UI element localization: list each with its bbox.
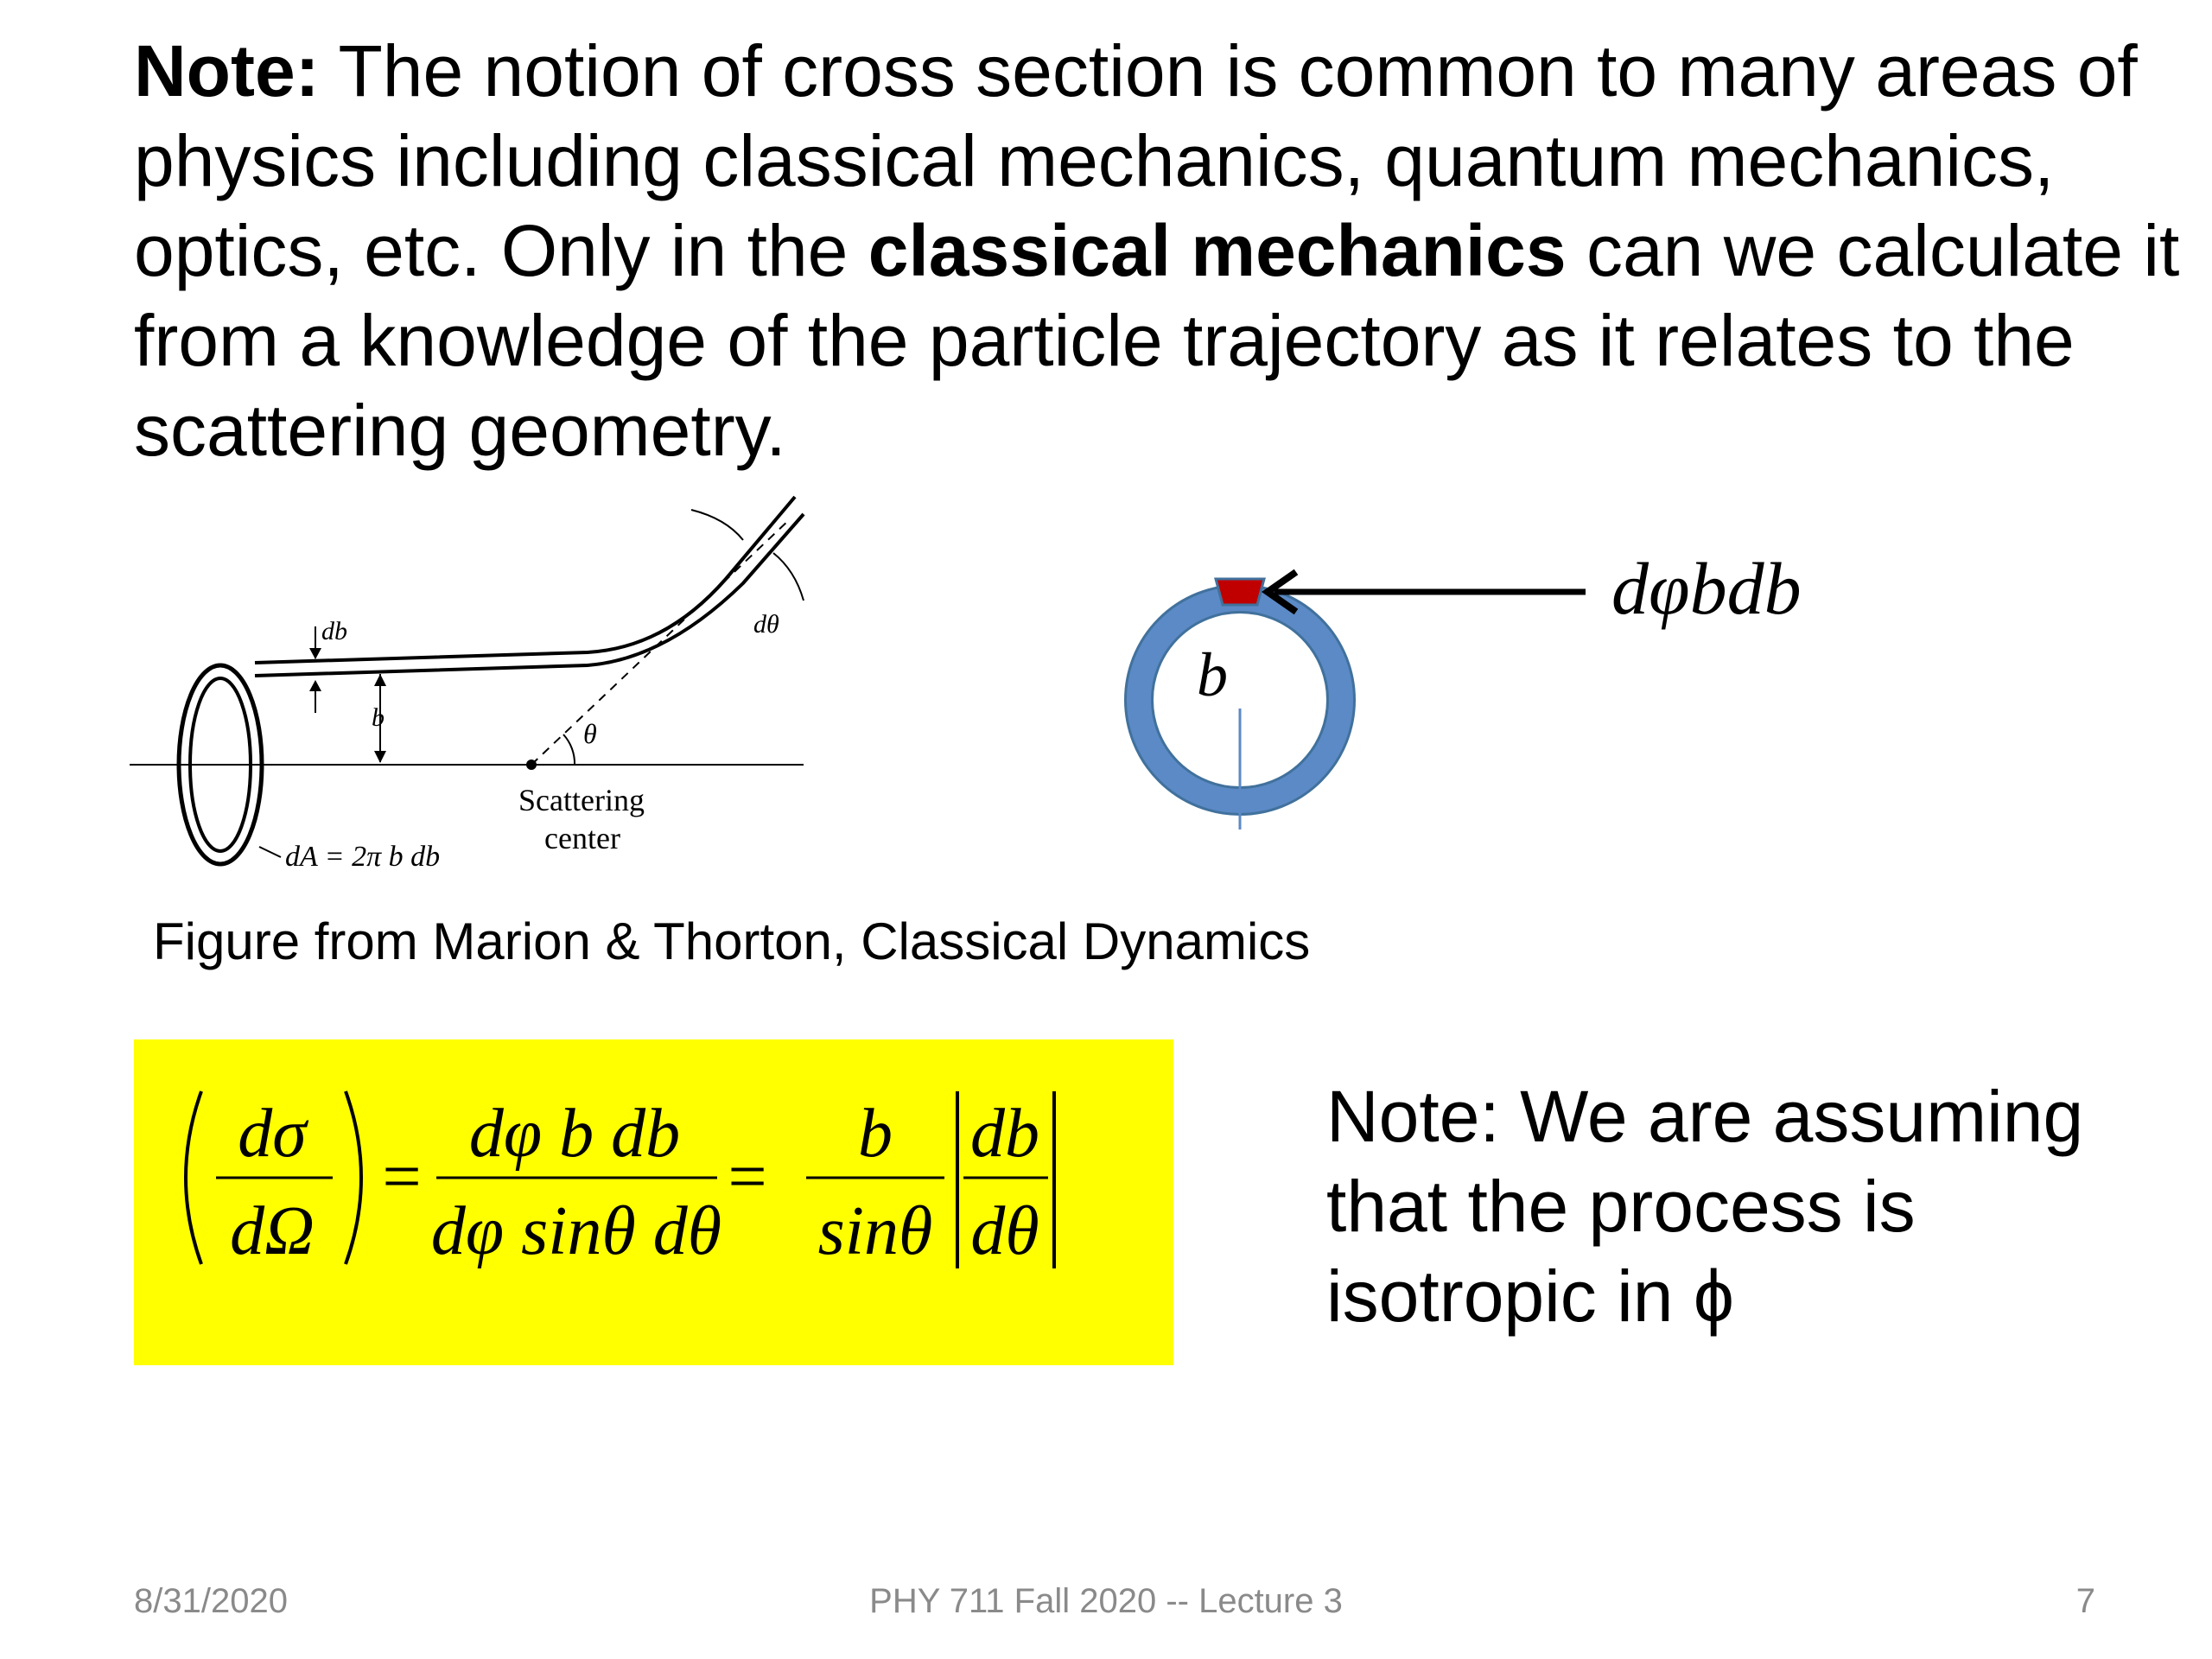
scattering-figure <box>121 484 1849 899</box>
trajectory-lower <box>255 514 804 676</box>
paren-left <box>186 1091 201 1264</box>
footer-page-number: 7 <box>2075 1582 2095 1620</box>
abs-numerator: db <box>970 1096 1039 1172</box>
dtheta-arrow-lower <box>773 553 804 601</box>
dtheta-arrow-upper <box>691 510 743 540</box>
label-dtheta: dθ <box>753 610 779 639</box>
abs-denominator: dθ <box>970 1193 1039 1269</box>
equation-box <box>134 1039 1173 1365</box>
element-label: dφbdb <box>1611 547 1802 630</box>
label-theta: θ <box>583 718 597 749</box>
dA-pointer <box>259 847 281 857</box>
equals-2: = <box>728 1139 767 1215</box>
isotropy-note: Note: We are assuming that the process is isotropic in ϕ <box>1326 1076 2084 1337</box>
label-center: center <box>544 821 620 855</box>
ring-label-b: b <box>1197 640 1228 709</box>
area-element-patch <box>1216 579 1264 605</box>
b-arrowhead-up <box>374 674 386 686</box>
footer-title: PHY 711 Fall 2020 -- Lecture 3 <box>869 1582 1343 1620</box>
db-arrowhead-bottom <box>309 680 321 691</box>
lhs-denominator: dΩ <box>230 1193 315 1269</box>
mid-denominator: dφ sinθ dθ <box>430 1193 722 1269</box>
intro-text-2: can we calculate it from a knowledge of the particle trajectory as it relates to the scattering geometry. <box>134 210 2180 471</box>
cross-section-equation <box>168 1065 1154 1325</box>
rhs-numerator: b <box>858 1096 893 1172</box>
label-b-figure: b <box>372 703 385 732</box>
paren-right <box>346 1091 361 1264</box>
theta-arc <box>563 734 575 765</box>
intro-text-1: The notion of cross section is common to many areas of physics including classical mechanics, quantum mechanics, optics, etc. Only in the <box>134 30 2138 291</box>
footer-date: 8/31/2020 <box>134 1582 288 1620</box>
lhs-numerator: dσ <box>238 1096 307 1172</box>
b-arrowhead-down <box>374 751 386 763</box>
db-arrowhead-top <box>309 648 321 659</box>
rhs-denominator: sinθ <box>817 1193 933 1269</box>
label-scattering: Scattering <box>518 783 645 817</box>
figure-caption: Figure from Marion & Thorton, Classical Dynamics <box>153 912 1311 970</box>
intro-lead: Note: <box>134 30 320 111</box>
scattering-center-dot <box>526 760 537 770</box>
equals-1: = <box>382 1139 422 1215</box>
mid-numerator: dφ b db <box>468 1096 681 1172</box>
asymptote-dashed <box>531 518 791 765</box>
intro-paragraph <box>134 26 2190 475</box>
label-dA: dA = 2π b db <box>285 841 441 873</box>
intro-emphasis: classical mechanics <box>868 210 1567 291</box>
label-db: db <box>321 617 347 645</box>
